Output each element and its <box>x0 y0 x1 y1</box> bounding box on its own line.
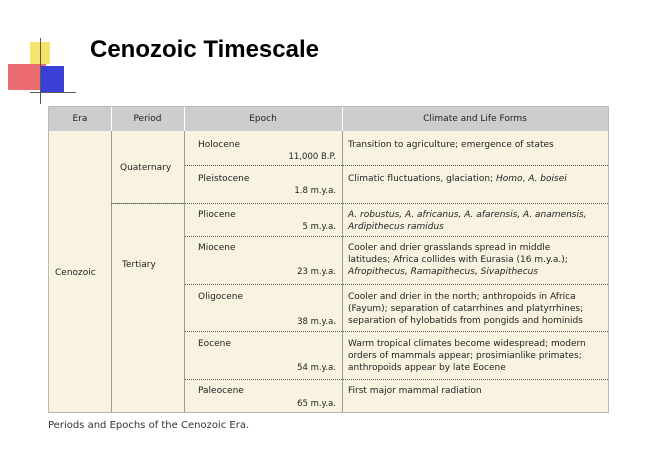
climate-holocene: Transition to agriculture; emergence of states <box>348 140 554 150</box>
climate-pliocene-line: Ardipithecus ramidus <box>348 222 444 232</box>
epoch-paleocene-date: 65 m.y.a. <box>297 399 336 409</box>
epoch-oligocene-date: 38 m.y.a. <box>297 317 336 327</box>
slide-decoration-line <box>40 38 41 104</box>
climate-oligocene-line: (Fayum); separation of catarrhines and platyrrhines; <box>348 304 584 314</box>
epoch-eocene-date: 54 m.y.a. <box>297 363 336 373</box>
epoch-holocene-date: 11,000 B.P. <box>288 152 336 162</box>
row-divider <box>185 379 608 380</box>
epoch-holocene: Holocene <box>198 140 241 150</box>
table-caption: Periods and Epochs of the Cenozoic Era. <box>48 420 250 431</box>
period-tertiary: Tertiary <box>122 260 156 270</box>
climate-paleocene: First major mammal radiation <box>348 386 482 396</box>
climate-pliocene-line: A. robustus, A. africanus, A. afarensis, A. anamensis, <box>348 210 587 220</box>
column-divider <box>184 131 185 412</box>
row-divider <box>185 284 608 285</box>
period-quaternary: Quaternary <box>120 163 172 173</box>
epoch-oligocene: Oligocene <box>198 292 244 302</box>
epoch-paleocene: Paleocene <box>198 386 244 396</box>
epoch-miocene: Miocene <box>198 243 236 253</box>
row-divider <box>185 236 608 237</box>
climate-eocene-line: Warm tropical climates become widespread; modern <box>348 339 586 349</box>
climate-miocene-line: latitudes; Africa collides with Eurasia (16 m.y.a.); <box>348 255 568 265</box>
slide-title: Cenozoic Timescale <box>90 36 319 63</box>
header-climate: Climate and Life Forms <box>423 114 527 124</box>
column-divider <box>111 131 112 412</box>
climate-oligocene-line: Cooler and drier in the north; anthropoids in Africa <box>348 292 576 302</box>
epoch-pleistocene-date: 1.8 m.y.a. <box>294 186 336 196</box>
header-period: Period <box>133 114 162 124</box>
row-divider <box>185 165 608 166</box>
column-divider <box>342 131 343 412</box>
header-era: Era <box>72 114 88 124</box>
epoch-miocene-date: 23 m.y.a. <box>297 267 336 277</box>
climate-pleistocene: Climatic fluctuations, glaciation; Homo, A. boisei <box>348 174 567 184</box>
table-header-row <box>49 107 608 131</box>
slide-decoration-line <box>30 92 76 93</box>
header-epoch: Epoch <box>249 114 277 124</box>
climate-miocene-line: Afropithecus, Ramapithecus, Sivapithecus <box>348 267 539 277</box>
era-cenozoic: Cenozoic <box>55 268 96 278</box>
epoch-pliocene: Pliocene <box>198 210 236 220</box>
epoch-eocene: Eocene <box>198 339 231 349</box>
row-divider <box>111 203 608 204</box>
climate-oligocene-line: separation of hylobatids from pongids and hominids <box>348 316 583 326</box>
epoch-pliocene-date: 5 m.y.a. <box>302 222 336 232</box>
epoch-pleistocene: Pleistocene <box>198 174 250 184</box>
row-divider <box>185 331 608 332</box>
climate-eocene-line: orders of mammals appear; prosimianlike primates; <box>348 351 582 361</box>
timescale-table <box>48 106 609 413</box>
climate-miocene-line: Cooler and drier grasslands spread in middle <box>348 243 551 253</box>
climate-eocene-line: anthropoids appear by late Eocene <box>348 363 506 373</box>
slide-decoration-blue <box>40 66 64 92</box>
